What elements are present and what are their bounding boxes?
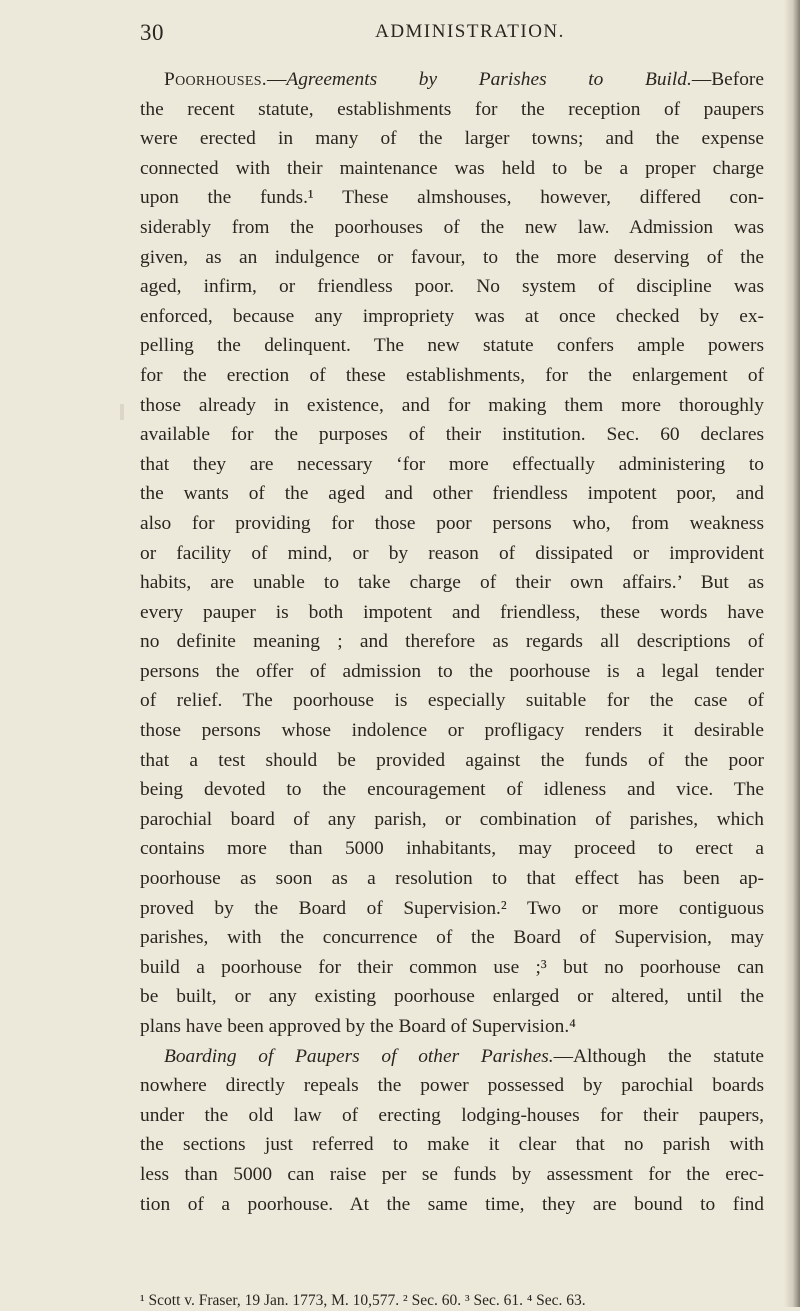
text-line: upon the funds.¹ These almshouses, however, differed con- — [140, 187, 764, 209]
text-line: enforced, because any impropriety was at once checked by ex- — [140, 305, 764, 327]
text-line: the sections just referred to make it clear that no parish with — [140, 1134, 764, 1156]
text-line: be built, or any existing poorhouse enlarged or altered, until the — [140, 986, 764, 1008]
page-header — [140, 20, 764, 50]
text-line: pelling the delinquent. The new statute confers ample powers — [140, 335, 764, 357]
text-line: the wants of the aged and other friendless impotent poor, and — [140, 483, 764, 505]
page-edge-shadow — [784, 0, 800, 1307]
text-line: or facility of mind, or by reason of dissipated or improvident — [140, 542, 764, 564]
text-run: —Although the statute — [553, 1045, 764, 1067]
section-heading: Poorhouses. — [164, 69, 267, 90]
text-line — [140, 1042, 764, 1072]
text-line: aged, infirm, or friendless poor. No system of discipline was — [140, 276, 764, 298]
section-subheading: Boarding of Paupers of other Parishes. — [164, 1045, 554, 1067]
running-head: ADMINISTRATION. — [375, 21, 565, 42]
text-line: poorhouse as soon as a resolution to that effect has been ap- — [140, 868, 764, 890]
text-line: habits, are unable to take charge of their own affairs.’ But as — [140, 572, 764, 594]
body-text — [140, 65, 764, 1219]
text-line: persons the offer of admission to the poorhouse is a legal tender — [140, 660, 764, 682]
text-line: under the old law of erecting lodging-houses for their paupers, — [140, 1104, 764, 1126]
footnotes: ¹ Scott v. Fraser, 19 Jan. 1773, M. 10,577. ² Sec. 60. ³ Sec. 61. ⁴ Sec. 63. — [140, 1292, 586, 1309]
text-line: that a test should be provided against the funds of the poor — [140, 749, 764, 771]
text-line: the recent statute, establishments for the reception of paupers — [140, 98, 764, 120]
text-line: of relief. The poorhouse is especially suitable for the case of — [140, 690, 764, 712]
text-line: plans have been approved by the Board of Supervision.⁴ — [140, 1016, 576, 1037]
text-line: nowhere directly repeals the power possessed by parochial boards — [140, 1075, 764, 1097]
text-line: parishes, with the concurrence of the Board of Supervision, may — [140, 927, 764, 949]
margin-smudge — [120, 404, 124, 420]
text-line: also for providing for those poor persons who, from weakness — [140, 512, 764, 534]
text-line — [140, 65, 764, 95]
text-line: available for the purposes of their institution. Sec. 60 declares — [140, 424, 764, 446]
text-line: that they are necessary ‘for more effectually administering to — [140, 453, 764, 475]
page-number: 30 — [140, 20, 164, 45]
text-line: siderably from the poorhouses of the new law. Admission was — [140, 216, 764, 238]
text-line: less than 5000 can raise per se funds by assessment for the erec- — [140, 1163, 764, 1185]
text-line: given, as an indulgence or favour, to the more deserving of the — [140, 246, 764, 268]
text-line: connected with their maintenance was held to be a proper charge — [140, 157, 764, 179]
text-line: proved by the Board of Supervision.² Two or more contiguous — [140, 897, 764, 919]
text-line: those already in existence, and for making them more thoroughly — [140, 394, 764, 416]
text-run: —Before — [691, 69, 764, 90]
text-line: for the erection of these establishments, for the enlargement of — [140, 364, 764, 386]
text-line: those persons whose indolence or profligacy renders it desirable — [140, 720, 764, 742]
text-line: contains more than 5000 inhabitants, may proceed to erect a — [140, 838, 764, 860]
text-line: no definite meaning ; and therefore as regards all descriptions of — [140, 631, 764, 653]
text-line: were erected in many of the larger towns; and the expense — [140, 128, 764, 150]
text-line: being devoted to the encouragement of idleness and vice. The — [140, 779, 764, 801]
text-line: parochial board of any parish, or combination of parishes, which — [140, 808, 764, 830]
section-subheading: Agreements by Parishes to Build. — [286, 69, 692, 90]
text-run: — — [266, 69, 287, 90]
text-line: build a poorhouse for their common use ;³ but no poorhouse can — [140, 956, 764, 978]
text-line: every pauper is both impotent and friendless, these words have — [140, 601, 764, 623]
text-line: tion of a poorhouse. At the same time, they are bound to find — [140, 1193, 764, 1215]
